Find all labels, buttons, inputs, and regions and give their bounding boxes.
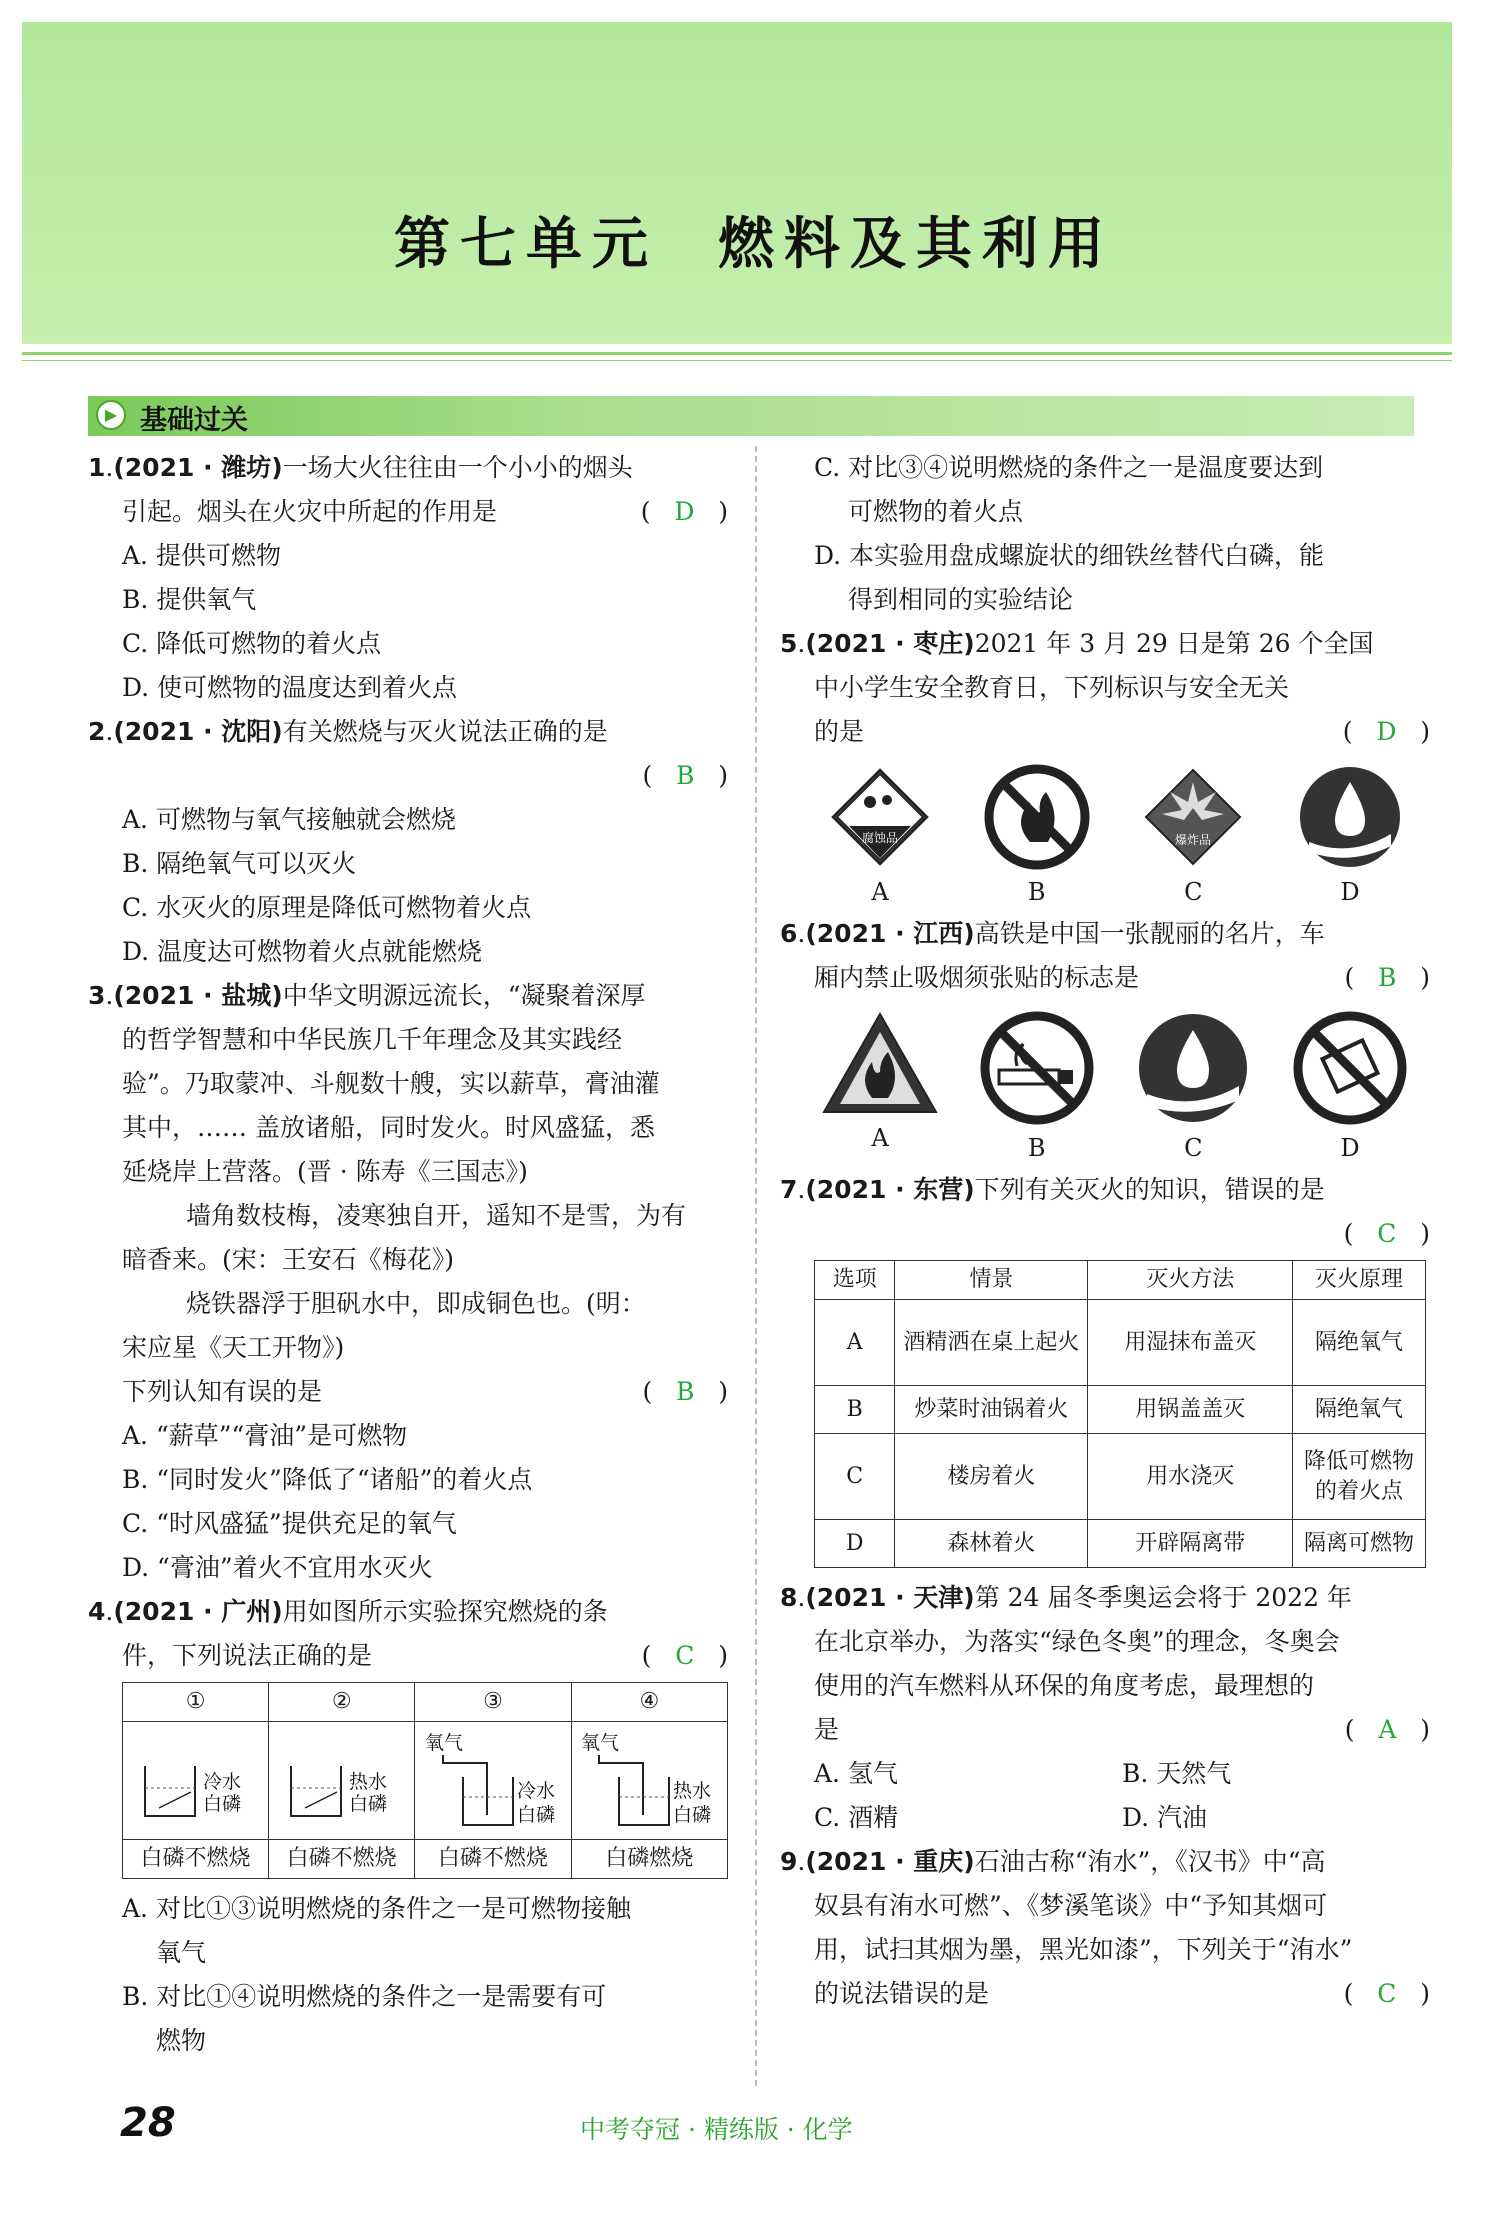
option: A. 提供可燃物: [122, 541, 281, 570]
table-cell: 炒菜时油锅着火: [895, 1386, 1088, 1434]
table-header: 灭火原理: [1293, 1261, 1426, 1300]
table-cell: 酒精洒在桌上起火: [895, 1300, 1088, 1386]
safety-signs: [780, 1000, 1430, 1168]
question-1: 1.(2021 · 潍坊)一场大火往往由一个小小的烟头 ( D ) 引起。烟头在火灾中所起的作用是 A. 提供可燃物 B. 提供氧气 C. 降低可燃物的着火点 D. 使可燃物的温度达到着火点: [88, 446, 728, 710]
option: D. 使可燃物的温度达到着火点: [122, 673, 458, 702]
water-label: 热水: [673, 1779, 712, 1802]
answer: A: [1378, 1715, 1397, 1744]
table-cell: 降低可燃物的着火点: [1293, 1434, 1426, 1520]
table-cell: 隔绝氧气: [1293, 1300, 1426, 1386]
oxygen-label: 氧气: [581, 1731, 620, 1754]
table-cell: 用水浇灭: [1088, 1434, 1293, 1520]
answer: D: [1376, 717, 1397, 746]
svg-text:腐蚀品: 腐蚀品: [861, 831, 899, 845]
option: C. 降低可燃物的着火点: [122, 629, 382, 658]
sign-option: [820, 762, 940, 912]
table-cell: 开辟隔离带: [1088, 1520, 1293, 1568]
question-4: 4.(2021 · 广州)用如图所示实验探究燃烧的条 ( C ) 件，下列说法正确的是 ① ② ③ ④ 冷水 白磷 热水 白磷 氧气 冷水 白磷 氧气 热水 白磷 白磷不燃烧 白磷不燃烧 白磷不燃烧 白磷燃烧 A. 对比①③说明燃烧的条件之一是可燃物接触 氧气 B. 对比①④说明燃烧的条件之一是需要有可 燃物: [88, 1597, 728, 2055]
flammable-warning-icon: [820, 1008, 940, 1118]
question-9: 9.(2021 · 重庆)石油古称“洧水”，《汉书》中“高 奴县有洧水可燃”、《梦溪笔谈》中“予知其烟可 用，试扫其烟为墨，黑光如漆”，下列关于“洧水” ( C ) 的说法错误的是: [780, 1847, 1430, 2008]
question-2: 2.(2021 · 沈阳)有关燃烧与灭火说法正确的是 ( B ) A. 可燃物与氧气接触就会燃烧 B. 隔绝氧气可以灭火 C. 水灭火的原理是降低可燃物着火点 D. 温度达可燃物着火点就能燃烧: [88, 710, 728, 974]
question-7: 7.(2021 · 东营)下列有关灭火的知识，错误的是 ( C ) 选项 情景 灭火方法 灭火原理 A 酒精洒在桌上起火 用湿抹布盖灭 隔绝氧气 B 炒菜时油锅着火 用锅盖盖灭 隔绝氧气 C 楼房着火 用水浇灭 降低可燃物的着火点 D 森林着火 开辟隔离带 隔离可燃物: [780, 1168, 1430, 1568]
table-cell: D: [815, 1520, 895, 1568]
play-arrow-icon: ▶: [96, 400, 126, 430]
result-cell: 白磷不燃烧: [269, 1840, 415, 1879]
option: C. 水灭火的原理是降低可燃物着火点: [122, 893, 532, 922]
question-3: 3.(2021 · 盐城)中华文明源远流长，“凝聚着深厚 的哲学智慧和中华民族几千年理念及其实践经 验”。乃取蒙冲、斗舰数十艘，实以薪草，膏油灌 其中，…… 盖放诸船，同时发火。时风盛猛，悉 延烧岸上营落。(晋 · 陈寿《三国志》) 墙角数枝梅，凌寒独自开，遥知不是雪，为有 暗香来。(宋：王安石《梅花》) 烧铁器浮于胆矾水中，即成铜色也。(明： 宋应星《天工开物》) ( B ) 下列认知有误的是 A. “薪草”“膏油”是可燃物 B. “同时发火”降低了“诸船”的着火点 C. “时风盛猛”提供充足的氧气 D. “膏油”着火不宜用水灭火: [88, 974, 728, 1590]
beaker-cell: [415, 1722, 571, 1840]
phosphorus-label: 白磷: [673, 1803, 712, 1826]
svg-text:爆炸品: 爆炸品: [1175, 833, 1212, 847]
experiment-header: ④: [571, 1683, 727, 1722]
option: B. 天然气: [1122, 1759, 1232, 1788]
result-cell: 白磷燃烧: [571, 1840, 727, 1879]
experiment-header: ①: [123, 1683, 269, 1722]
beaker-diagram: [131, 1736, 261, 1826]
sign-label: A: [871, 1124, 889, 1152]
fire-table: [814, 1260, 1426, 1568]
sign-label: B: [1027, 878, 1046, 906]
beaker-diagram: [423, 1731, 563, 1831]
table-cell: 隔绝氧气: [1293, 1386, 1426, 1434]
option: B. “同时发火”降低了“诸船”的着火点: [122, 1465, 533, 1494]
no-fire-sign-icon: [982, 762, 1092, 872]
experiment-header: ③: [415, 1683, 571, 1722]
answer: C: [675, 1641, 695, 1670]
answer: B: [1378, 963, 1397, 992]
sign-option: [977, 1008, 1097, 1168]
sign-option: [1290, 1008, 1410, 1168]
result-cell: 白磷不燃烧: [123, 1840, 269, 1879]
option: C. 酒精: [814, 1803, 899, 1832]
phosphorus-label: 白磷: [348, 1792, 387, 1815]
experiment-table: [122, 1682, 728, 1879]
option: C. “时风盛猛”提供充足的氧气: [122, 1509, 457, 1538]
table-cell: A: [815, 1300, 895, 1386]
left-column: [88, 446, 728, 2063]
table-cell: B: [815, 1386, 895, 1434]
safety-signs: [780, 754, 1430, 912]
page-number: 28: [120, 2100, 176, 2146]
sign-option: [1133, 762, 1253, 912]
table-cell: 用湿抹布盖灭: [1088, 1300, 1293, 1386]
option: D. 本实验用盘成螺旋状的细铁丝替代白磷，能: [814, 541, 1325, 570]
option: A. 对比①③说明燃烧的条件之一是可燃物接触: [122, 1894, 631, 1923]
table-header: 情景: [895, 1261, 1088, 1300]
option: B. 提供氧气: [122, 585, 257, 614]
section-title: 基础过关: [140, 405, 248, 436]
question-5: 5.(2021 · 枣庄)2021 年 3 月 29 日是第 26 个全国 中小学生安全教育日，下列标识与安全无关 ( D ) 的是 腐蚀品 A B 爆炸品 C D: [780, 622, 1430, 912]
result-cell: 白磷不燃烧: [415, 1840, 571, 1879]
water-label: 冷水: [202, 1770, 241, 1793]
no-matches-sign-icon: [1290, 1008, 1410, 1128]
sign-label: D: [1340, 1134, 1360, 1162]
beaker-cell: [123, 1722, 269, 1840]
answer: D: [674, 497, 695, 526]
table-cell: 用锅盖盖灭: [1088, 1386, 1293, 1434]
answer: B: [676, 761, 695, 790]
sign-option: [1133, 1008, 1253, 1168]
water-label: 热水: [348, 1770, 387, 1793]
answer: C: [1377, 1979, 1397, 2008]
oxygen-label: 氧气: [424, 1731, 463, 1754]
table-cell: 楼房着火: [895, 1434, 1088, 1520]
option: B. 隔绝氧气可以灭火: [122, 849, 357, 878]
banner-divider: [22, 352, 1452, 355]
table-cell: 森林着火: [895, 1520, 1088, 1568]
answer: B: [676, 1377, 695, 1406]
column-divider: [755, 446, 757, 2086]
option: A. 可燃物与氧气接触就会燃烧: [122, 805, 456, 834]
unit-title: 第七单元 燃料及其利用: [394, 212, 1114, 277]
water-saving-sign-icon: [1133, 1008, 1253, 1128]
sign-option: [977, 762, 1097, 912]
option: D. 温度达可燃物着火点就能燃烧: [122, 937, 483, 966]
sign-label: A: [871, 878, 889, 906]
beaker-cell: [571, 1722, 727, 1840]
option: D. “膏油”着火不宜用水灭火: [122, 1553, 433, 1582]
answer: C: [1377, 1219, 1397, 1248]
section-header: [88, 396, 1414, 436]
table-cell: C: [815, 1434, 895, 1520]
no-smoking-sign-icon: [977, 1008, 1097, 1128]
option: B. 对比①④说明燃烧的条件之一是需要有可: [122, 1982, 607, 2011]
sign-label: C: [1184, 1134, 1203, 1162]
option: C. 对比③④说明燃烧的条件之一是温度要达到: [814, 453, 1324, 482]
sign-option: [1290, 762, 1410, 912]
corrosive-sign-icon: [825, 762, 935, 872]
sign-label: B: [1027, 1134, 1046, 1162]
phosphorus-label: 白磷: [516, 1803, 555, 1826]
table-header: 灭火方法: [1088, 1261, 1293, 1300]
option: A. “薪草”“膏油”是可燃物: [122, 1421, 408, 1450]
question-6: 6.(2021 · 江西)高铁是中国一张靓丽的名片，车 ( B ) 厢内禁止吸烟须张贴的标志是 A B C D: [780, 912, 1430, 1168]
water-saving-sign-icon: [1295, 762, 1405, 872]
experiment-header: ②: [269, 1683, 415, 1722]
right-column: C. 对比③④说明燃烧的条件之一是温度要达到 可燃物的着火点 D. 本实验用盘成螺旋状的细铁丝替代白磷，能 得到相同的实验结论 5.(2021 · 枣庄)2021 年 3 月 29 日是第 26 个全国 中小学生安全教育日，下列标识与安全无关 ( D ) 的是 腐蚀品 A B 爆炸品 C D 6.(2021 · 江西)高铁是中国一张靓丽的名片，车 ( B ) 厢内禁止吸烟须张贴的标志是 A B C D 7.(2021 · 东营)下列有关灭火的知识，错误的是 ( C ) 选项 情景 灭火方法 灭火原理 A 酒精洒在桌上起火 用湿抹布盖灭 隔绝氧气 B 炒菜时油锅着火 用锅盖盖灭 隔绝氧气 C 楼房着火 用水浇灭 降低可燃物的着火点 D 森林着火 开辟隔离带 隔离可燃物 8.(2021 · 天津)第 24 届冬季奥运会将于 2022 年 在北京举办，为落实“绿色冬奥”的理念，冬奥会 使用的汽车燃料从环保的角度考虑，最理想的 ( A ) 是 A. 氢气 B. 天然气 C. 酒精 D. 汽油 9.(2021 · 重庆)石油古称“洧水”，《汉书》中“高 奴县有洧水可燃”、《梦溪笔谈》中“予知其烟可 用，试扫其烟为墨，黑光如漆”，下列关于“洧水” ( C ) 的说法错误的是: [780, 446, 1430, 2016]
unit-banner: [22, 22, 1452, 344]
banner-divider-thin: [22, 360, 1452, 361]
sign-label: C: [1184, 878, 1203, 906]
table-cell: 隔离可燃物: [1293, 1520, 1426, 1568]
sign-option: [820, 1008, 940, 1168]
option: A. 氢气: [814, 1759, 898, 1788]
question-8: 8.(2021 · 天津)第 24 届冬季奥运会将于 2022 年 在北京举办，为落实“绿色冬奥”的理念，冬奥会 使用的汽车燃料从环保的角度考虑，最理想的 ( A ) 是 A. 氢气 B. 天然气 C. 酒精 D. 汽油: [780, 1576, 1430, 1840]
explosive-sign-icon: [1138, 762, 1248, 872]
footer-text: 中考夺冠 · 精练版 · 化学: [580, 2115, 853, 2144]
water-label: 冷水: [516, 1779, 555, 1802]
phosphorus-label: 白磷: [202, 1792, 241, 1815]
beaker-cell: [269, 1722, 415, 1840]
table-header: 选项: [815, 1261, 895, 1300]
beaker-diagram: [277, 1736, 407, 1826]
beaker-diagram: [579, 1731, 719, 1831]
sign-label: D: [1340, 878, 1360, 906]
option: D. 汽油: [1122, 1803, 1208, 1832]
